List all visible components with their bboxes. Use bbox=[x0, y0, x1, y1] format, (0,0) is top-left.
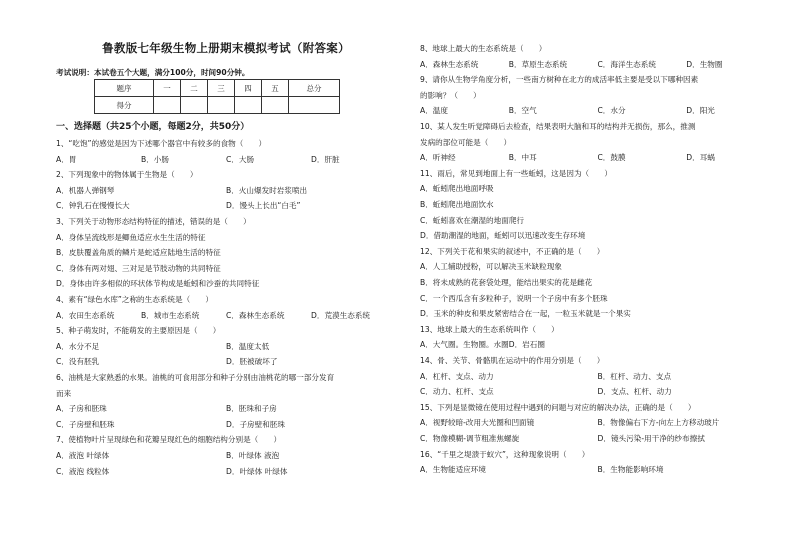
question-stem: 6、油桃是大家熟悉的水果。油桃的可食用部分和种子分别由油桃花的哪一部分发育 bbox=[56, 373, 335, 382]
answer-option: C．身体有两对翅、三对足是节肢动物的共同特征 bbox=[56, 263, 221, 273]
answer-option: B．物像偏右下方-向左上方移动玻片 bbox=[597, 418, 720, 428]
score-input-cell bbox=[235, 97, 262, 114]
answer-option: C．水分 bbox=[597, 106, 626, 116]
answer-option: D．肝脏 bbox=[311, 154, 340, 164]
score-cell: 一 bbox=[154, 80, 181, 97]
answer-option: A．胃 bbox=[56, 154, 77, 164]
score-input-cell bbox=[181, 97, 208, 114]
answer-option: A．生物能适应环境 bbox=[420, 465, 486, 475]
score-input-cell bbox=[289, 97, 340, 114]
score-cell: 四 bbox=[235, 80, 262, 97]
answer-option: D．叶绿体 叶绿体 bbox=[226, 466, 288, 476]
answer-option: C．海洋生态系统 bbox=[597, 59, 656, 69]
score-table-score-row bbox=[95, 97, 340, 114]
question-stem: 15、下列是显微镜在使用过程中遇到的问题与对应的解决办法，正确的是（ ） bbox=[420, 402, 696, 412]
answer-option: D．馒头上长出“白毛” bbox=[226, 201, 301, 211]
answer-option: A．水分不足 bbox=[56, 341, 100, 351]
question-stem: 12、下列关于花和果实的叙述中，不正确的是（ ） bbox=[420, 246, 605, 256]
answer-option: D．玉米的种皮和果皮紧密结合在一起，一粒玉米就是一个果实 bbox=[420, 309, 631, 319]
answer-option: B．杠杆、动力、支点 bbox=[597, 371, 672, 381]
answer-option: C．蚯蚓喜欢在潮湿的地面爬行 bbox=[420, 215, 525, 225]
answer-option: D．身体由许多相似的环状体节构成是蚯蚓和沙蚕的共同特征 bbox=[56, 279, 260, 289]
score-cell: 五 bbox=[262, 80, 289, 97]
question-stem: 16、“千里之堤溃于蚁穴”，这种现象说明（ ） bbox=[420, 449, 590, 459]
answer-option: C．钟乳石在慢慢长大 bbox=[56, 201, 130, 211]
answer-option: B．蚯蚓爬出地面饮水 bbox=[420, 200, 494, 209]
answer-option: C．液泡 线粒体 bbox=[56, 466, 110, 476]
answer-option: C．一个西瓜含有多粒种子，说明一个子房中有多个胚珠 bbox=[420, 293, 608, 303]
answer-option: D．支点、杠杆、动力 bbox=[597, 387, 672, 397]
question-stem: 而来 bbox=[56, 388, 72, 398]
answer-option: B．小肠 bbox=[141, 154, 169, 164]
answer-option: D．阳光 bbox=[686, 106, 715, 116]
question-stem: 13、地球上最大的生态系统叫作（ ） bbox=[420, 324, 559, 334]
answer-option: B．中耳 bbox=[508, 153, 537, 163]
answer-option: A．子房和胚珠 bbox=[56, 404, 107, 414]
answer-option: B．胚珠和子房 bbox=[226, 404, 277, 414]
answer-option: D．子房壁和胚珠 bbox=[226, 419, 286, 429]
page-title: 鲁教版七年级生物上册期末模拟考试（附答案） bbox=[102, 41, 350, 55]
question-stem: 2、下列现象中的物体属于生物是（ ） bbox=[56, 170, 198, 180]
exam-note: 考试说明：本试卷五个大题，满分100分，时间90分钟。 bbox=[56, 68, 250, 77]
answer-option: A．听神经 bbox=[420, 153, 456, 163]
answer-option: C．子房壁和胚珠 bbox=[56, 419, 115, 429]
question-stem: 7、使植物叶片呈现绿色和花瓣呈现红色的细胞结构分别是（ ） bbox=[56, 435, 282, 445]
answer-option: C．没有胚乳 bbox=[56, 357, 100, 367]
score-table bbox=[94, 79, 340, 114]
answer-option: B．生物能影响环境 bbox=[597, 465, 664, 475]
score-cell: 二 bbox=[181, 80, 208, 97]
score-input-cell bbox=[154, 97, 181, 114]
score-table-header-row bbox=[95, 80, 340, 97]
answer-option: B．草原生态系统 bbox=[508, 59, 568, 69]
score-cell: 题序 bbox=[95, 80, 154, 97]
answer-option: C．动力、杠杆、支点 bbox=[420, 387, 494, 397]
question-stem: 8、地球上最大的生态系统是（ ） bbox=[420, 44, 547, 53]
score-input-cell bbox=[208, 97, 235, 114]
question-stem: 14、骨、关节、骨骼肌在运动中的作用分别是（ ） bbox=[420, 356, 605, 365]
answer-option: B．空气 bbox=[508, 106, 537, 116]
score-cell: 三 bbox=[208, 80, 235, 97]
answer-option: C．鼓膜 bbox=[597, 153, 626, 163]
answer-option: C．大肠 bbox=[226, 154, 255, 164]
answer-option: B．皮肤覆盖角质的鳞片是蛇适应陆地生活的特征 bbox=[56, 248, 221, 258]
question-stem: 5、种子萌发时，不能萌发的主要原因是（ ） bbox=[56, 326, 221, 336]
answer-option: D．借助潮湿的地面，蚯蚓可以迅速改变生存环境 bbox=[420, 231, 586, 241]
question-stem: 的影响？（ ） bbox=[420, 90, 481, 100]
answer-option: A．杠杆、支点、动力 bbox=[420, 371, 494, 381]
answer-option: A．身体呈流线形是鲫鱼适应水生生活的特征 bbox=[56, 232, 206, 242]
answer-option: D．镜头污染-用干净的纱布擦拭 bbox=[597, 434, 705, 443]
section-heading: 一、选择题（共25个小题，每题2分，共50分） bbox=[56, 122, 250, 132]
question-stem: 4、素有“绿色水库”之称的生态系统是（ ） bbox=[56, 295, 213, 304]
answer-option: D．耳蜗 bbox=[686, 153, 715, 163]
answer-option: D．荒漠生态系统 bbox=[311, 310, 371, 320]
answer-option: A．农田生态系统 bbox=[56, 310, 115, 320]
answer-option: A．视野较暗-改用大光圈和凹面镜 bbox=[420, 418, 535, 428]
question-stem: 10、某人发生听觉障碍后去检查，结果表明大脑和耳的结构并无损伤，那么，推测 bbox=[420, 122, 696, 131]
question-stem: 1、“吃饱”的感觉是因为下述哪个器官中有较多的食物（ ） bbox=[56, 139, 267, 148]
answer-option: C．森林生态系统 bbox=[226, 310, 285, 320]
answer-option: D．胚被破坏了 bbox=[226, 357, 278, 367]
answer-option: A．蚯蚓爬出地面呼吸 bbox=[420, 184, 494, 194]
answer-option: A．机器人弹钢琴 bbox=[56, 185, 115, 195]
question-stem: 3、下列关于动物形态结构特征的描述，错误的是（ ） bbox=[56, 217, 251, 226]
question-stem: 9、请你从生物学角度分析，一些南方树种在北方的成活率低主要是受以下哪种因素 bbox=[420, 75, 699, 85]
answer-option: B．温度太低 bbox=[226, 341, 270, 351]
answer-option: B．叶绿体 液泡 bbox=[226, 451, 280, 460]
answer-option: D．生物圈 bbox=[686, 59, 723, 69]
score-cell: 总分 bbox=[289, 80, 340, 97]
question-stem: 11、雨后，常见到地面上有一些蚯蚓，这是因为（ ） bbox=[420, 168, 612, 178]
score-cell: 得分 bbox=[95, 97, 154, 114]
answer-option: A．温度 bbox=[420, 106, 448, 116]
answer-option: A．森林生态系统 bbox=[420, 59, 479, 69]
answer-option: C．物像模糊-调节粗准焦螺旋 bbox=[420, 434, 520, 443]
answer-option: A．液泡 叶绿体 bbox=[56, 451, 110, 460]
answer-option: A．大气圈。生物圈。水圈D．岩石圈 bbox=[420, 340, 545, 350]
question-stem: 发病的部位可能是（ ） bbox=[420, 137, 512, 147]
answer-option: B．火山爆发时岩浆喷出 bbox=[226, 185, 308, 195]
answer-option: A．人工辅助授粉，可以解决玉米缺粒现象 bbox=[420, 262, 562, 272]
answer-option: B．将未成熟的花套袋处理，能结出果实的花是雌花 bbox=[420, 278, 593, 287]
answer-option: B．城市生态系统 bbox=[141, 310, 200, 320]
score-input-cell bbox=[262, 97, 289, 114]
